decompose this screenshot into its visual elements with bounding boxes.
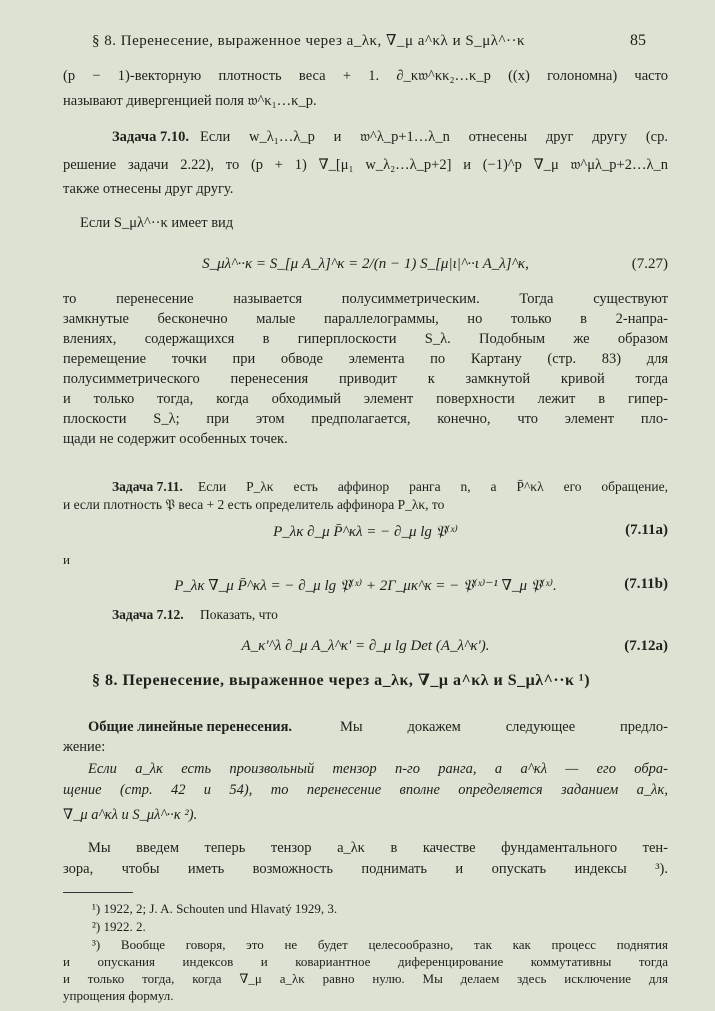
text-line: полусимметрического перенесения приводит к замкнутой кривой тогда — [63, 371, 668, 387]
footnote-divider — [63, 892, 133, 893]
text-line: влениях, содержащихся в гиперплоскости S_λ. Подобным же образом — [63, 331, 668, 347]
text-line: Мы докажем следующее предло- — [340, 719, 668, 735]
footnote: и опускания индексов и ковариантное диференцирование коммутативны тогда — [63, 954, 668, 969]
text-line: плоскости S_λ; при этом предполагается, конечно, что элемент пло- — [63, 411, 668, 427]
equation-number: (7.12a) — [624, 638, 668, 654]
text-line: Если a_λκ есть произвольный тензор n-го ранга, а a^κλ — его обра- — [88, 761, 668, 777]
text-line: и только тогда, когда обходимый элемент поверхности лежит в гипер- — [63, 391, 668, 407]
text-line: и — [63, 552, 70, 567]
text-line: щади не содержит особенных точек. — [63, 431, 288, 447]
footnote: ³) Вообще говоря, это не будет целесообразно, так как процесс поднятия — [92, 937, 668, 952]
equation-formula: P_λκ ∇_μ P̄^κλ = − ∂_μ lg 𝔓⁽ˣ⁾ + 2Γ_μκ^κ = − 𝔓⁽ˣ⁾⁻¹ ∇_μ 𝔓⁽ˣ⁾. — [174, 578, 557, 594]
text-line: ∇_μ a^κλ и S_μλ^··κ ²). — [63, 807, 198, 823]
text-line: также отнесены друг другу. — [63, 181, 234, 197]
text-line: и если плотность 𝔓 веса + 2 есть определитель аффинора P_λκ, то — [63, 497, 445, 512]
text-line: называют дивергенцией поля 𝔴^κ₁…κ_p. — [63, 93, 317, 109]
footnote: и только тогда, когда ∇_μ a_λκ равно нулю. Мы делаем здесь исключение для — [63, 971, 668, 986]
text-line: Если S_μλ^··κ имеет вид — [80, 215, 234, 231]
bold-lead: Общие линейные перенесения. — [88, 719, 293, 735]
equation-formula: P_λκ ∂_μ P̄^κλ = − ∂_μ lg 𝔓⁽ˣ⁾ — [273, 524, 458, 540]
text-line: решение задачи 2.22), то (p + 1) ∇_[μ₁ w_λ₂…λ_p+2] и (−1)^p ∇_μ 𝔴^μλ_p+2…λ_n — [63, 157, 668, 173]
footnote: ¹) 1922, 2; J. A. Schouten und Hlavatý 1929, 3. — [92, 901, 338, 916]
text-line: щение (стр. 42 и 54), то перенесение вполне определяется заданием a_λκ, — [63, 782, 668, 798]
text-line: (p − 1)-векторную плотность веса + 1. ∂_κ𝔴^κκ₂…κ_p ((x) голономна) часто — [63, 68, 668, 84]
equation-number: (7.11b) — [624, 576, 668, 592]
text-line: жение: — [63, 739, 106, 755]
text-line: перемещение точки при обводе элемента по Картану (стр. 83) для — [63, 351, 668, 367]
text-line: Если P_λκ есть аффинор ранга n, а P̄^κλ его обращение, — [198, 479, 668, 494]
equation-number: (7.11a) — [625, 522, 668, 538]
text-line: то перенесение называется полусимметрическим. Тогда существуют — [63, 291, 668, 307]
task-label: Задача 7.11. — [112, 479, 183, 494]
equation-formula: A_κ'^λ ∂_μ A_λ^κ' = ∂_μ lg Det (A_λ^κ'). — [241, 638, 490, 654]
text-line: Мы введем теперь тензор a_λκ в качестве фундаментального тен- — [88, 840, 668, 856]
text-line: Показать, что — [200, 607, 278, 622]
task-label: Задача 7.10. — [112, 129, 189, 145]
footnote: ²) 1922. 2. — [92, 919, 146, 934]
section-heading: § 8. Перенесение, выраженное через a_λκ, ∇_μ a^κλ и S_μλ^··κ ¹) — [92, 672, 591, 689]
footnote: упрощения формул. — [63, 988, 174, 1003]
text-line: зора, чтобы иметь возможность поднимать и опускать индексы ³). — [63, 861, 668, 877]
task-label: Задача 7.12. — [112, 607, 184, 622]
header-title: § 8. Перенесение, выраженное через a_λκ, ∇_μ a^κλ и S_μλ^··κ — [92, 33, 526, 49]
text-line: Если w_λ₁…λ_p и 𝔴^λ_p+1…λ_n отнесены друг другу (ср. — [200, 129, 668, 145]
equation-number: (7.27) — [631, 256, 668, 272]
text-line: замкнутые бесконечно малые параллелограммы, но только в 2-напра- — [63, 311, 668, 327]
equation-formula: S_μλ^··κ = S_[μ A_λ]^κ = 2/(n − 1) S_[μ|ι|^··ι A_λ]^κ, — [202, 256, 529, 272]
page-number: 85 — [630, 32, 646, 49]
